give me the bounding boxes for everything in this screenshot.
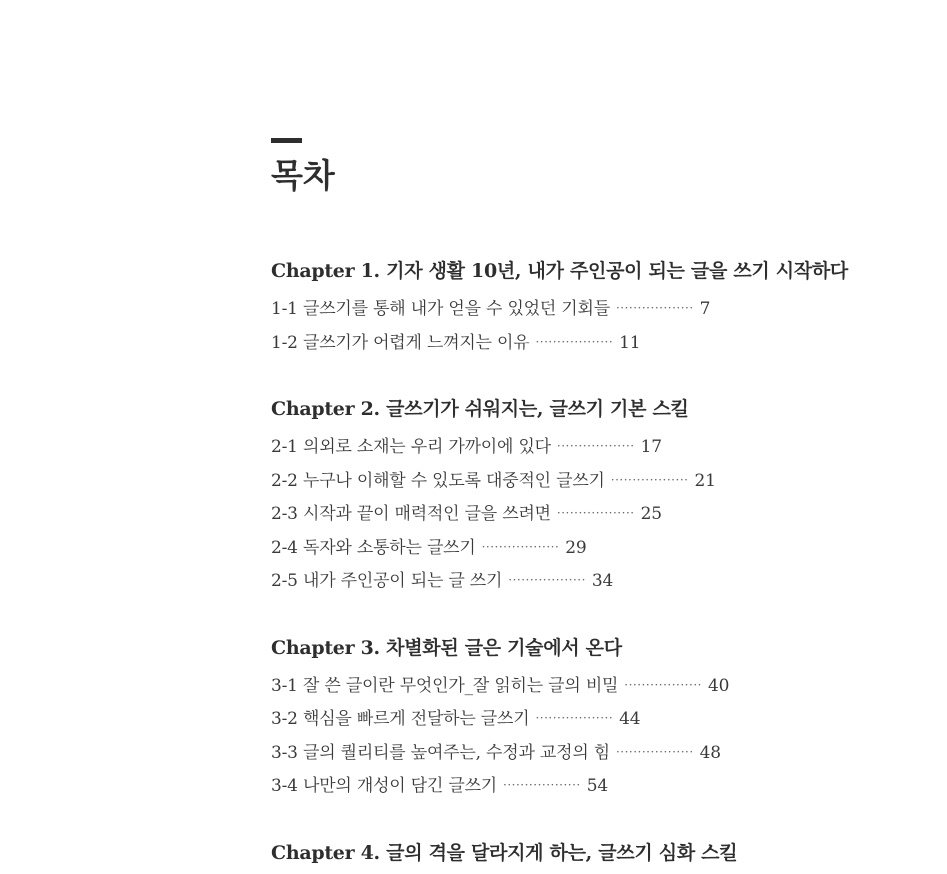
entry-label: 3-1 잘 쓴 글이란 무엇인가_잘 읽히는 글의 비밀 <box>271 676 619 696</box>
entry-page: 21 <box>694 471 716 491</box>
toc-entry-1-1[interactable] <box>271 296 710 321</box>
leader-dots: ·················· <box>503 778 581 792</box>
chapter-1-heading: Chapter 1. 기자 생활 10년, 내가 주인공이 되는 글을 쓰기 시작하다 <box>271 260 848 282</box>
leader-dots: ·················· <box>535 335 614 349</box>
chapter-2-heading: Chapter 2. 글쓰기가 쉬워지는, 글쓰기 기본 스킬 <box>271 398 689 420</box>
toc-entry-3-4[interactable] <box>271 773 608 798</box>
leader-dots: ·················· <box>508 573 586 587</box>
leader-dots: ·················· <box>615 301 694 315</box>
leader-dots: ·················· <box>624 678 702 692</box>
leader-dots: ·················· <box>481 540 560 554</box>
entry-label: 2-4 독자와 소통하는 글쓰기 <box>271 538 476 558</box>
chapter-4-heading: Chapter 4. 글의 격을 달라지게 하는, 글쓰기 심화 스킬 <box>271 842 738 864</box>
entry-label: 2-5 내가 주인공이 되는 글 쓰기 <box>271 571 503 591</box>
toc-entry-2-2[interactable] <box>271 468 716 493</box>
entry-label: 1-1 글쓰기를 통해 내가 얻을 수 있었던 기회들 <box>271 299 610 319</box>
entry-page: 44 <box>619 709 641 729</box>
entry-page: 29 <box>565 538 587 558</box>
toc-entry-2-5[interactable] <box>271 568 613 593</box>
entry-page: 11 <box>619 333 641 353</box>
entry-label: 2-1 의외로 소재는 우리 가까이에 있다 <box>271 437 551 457</box>
toc-entry-3-3[interactable] <box>271 740 721 765</box>
entry-page: 48 <box>699 743 721 763</box>
toc-entry-3-1[interactable] <box>271 673 729 698</box>
entry-page: 17 <box>640 437 662 457</box>
page-title: 목차 <box>271 156 335 195</box>
toc-entry-1-2[interactable] <box>271 330 640 355</box>
toc-entry-2-3[interactable] <box>271 501 662 526</box>
leader-dots: ·················· <box>556 506 635 520</box>
entry-label: 2-3 시작과 끝이 매력적인 글을 쓰려면 <box>271 504 551 524</box>
entry-page: 40 <box>707 676 730 696</box>
entry-page: 7 <box>699 299 711 319</box>
toc-entry-2-1[interactable] <box>271 434 662 459</box>
leader-dots: ·················· <box>615 745 694 759</box>
chapter-3-heading: Chapter 3. 차별화된 글은 기술에서 온다 <box>271 637 622 659</box>
entry-label: 3-2 핵심을 빠르게 전달하는 글쓰기 <box>271 709 530 729</box>
title-rule <box>271 138 302 143</box>
entry-label: 3-4 나만의 개성이 담긴 글쓰기 <box>271 776 498 796</box>
entry-label: 1-2 글쓰기가 어렵게 느껴지는 이유 <box>271 333 530 353</box>
entry-label: 3-3 글의 퀄리티를 높여주는, 수정과 교정의 힘 <box>271 743 610 763</box>
entry-label: 2-2 누구나 이해할 수 있도록 대중적인 글쓰기 <box>271 471 605 491</box>
entry-page: 54 <box>586 776 608 796</box>
leader-dots: ·················· <box>535 711 614 725</box>
leader-dots: ·················· <box>556 439 635 453</box>
entry-page: 34 <box>591 571 614 591</box>
leader-dots: ·················· <box>610 473 689 487</box>
toc-entry-2-4[interactable] <box>271 535 587 560</box>
entry-page: 25 <box>640 504 662 524</box>
toc-entry-3-2[interactable] <box>271 706 640 731</box>
